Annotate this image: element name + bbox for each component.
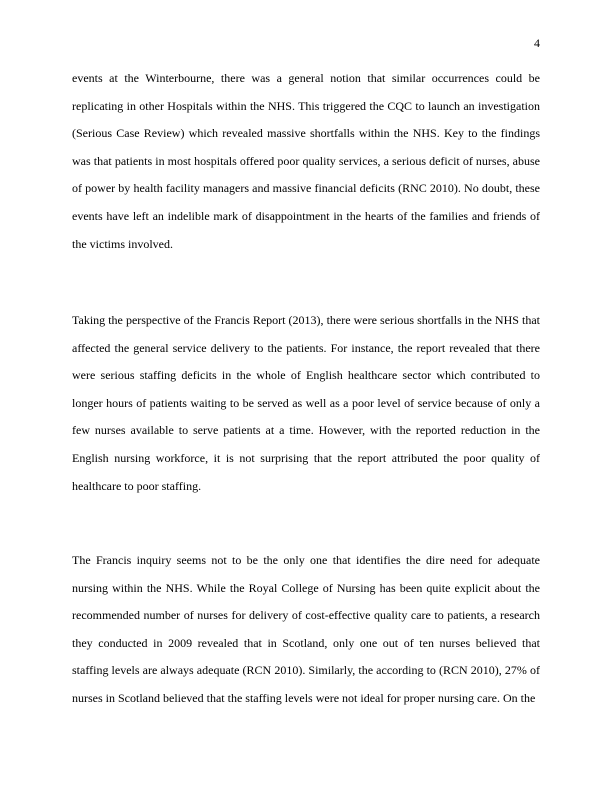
body-paragraph-3: The Francis inquiry seems not to be the only one that identifies the dire need for adequate nursing within the NHS. While the Royal College of Nursing has been quite explicit about the recommended number of nurses for delivery of cost-effective quality care to patients, a research they conducted in 2009 revealed that in Scotland, only one out of ten nurses believed that staffing levels are always adequate (RCN 2010). Similarly, the according to (RCN 2010), 27% of nurses in Scotland believed that the staffing levels were not ideal for proper nursing care. On the xyxy=(72,553,540,705)
body-paragraph-2: Taking the perspective of the Francis Report (2013), there were serious shortfalls in the NHS that affected the general service delivery to the patients. For instance, the report revealed that there were serious staffing deficits in the whole of English healthcare sector which contributed to longer hours of patients waiting to be served as well as a poor level of service because of only a few nurses available to serve patients at a time. However, with the reported reduction in the English nursing workforce, it is not surprising that the report attributed the poor quality of healthcare to poor staffing. xyxy=(72,313,540,493)
page-number: 4 xyxy=(534,36,540,50)
body-paragraph-1: events at the Winterbourne, there was a general notion that similar occurrences could be replicating in other Hospitals within the NHS. This triggered the CQC to launch an investigation (Serious Case Review) which revealed massive shortfalls within the NHS. Key to the findings was that patients in most hospitals offered poor quality services, a serious deficit of nurses, abuse of power by health facility managers and massive financial deficits (RNC 2010). No doubt, these events have left an indelible mark of disappointment in the hearts of the families and friends of the victims involved. xyxy=(72,71,540,251)
